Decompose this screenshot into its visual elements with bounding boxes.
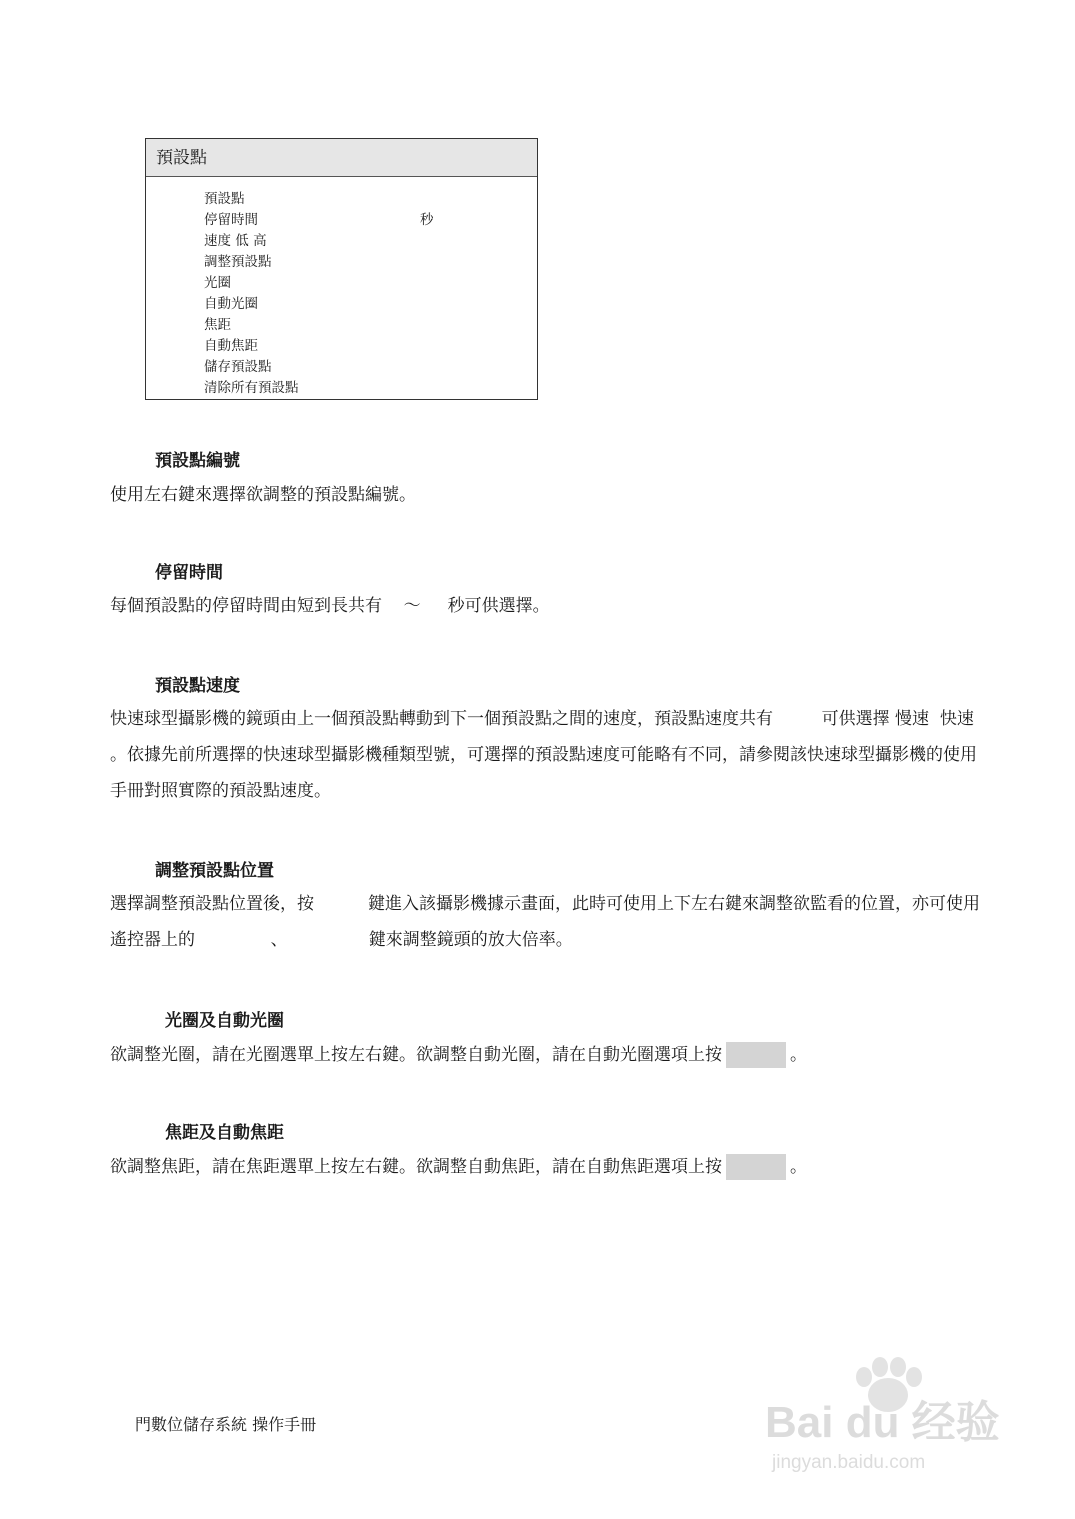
section-body-preset-number: 使用左右鍵來選擇欲調整的預設點編號。 [110,485,416,505]
watermark-brand: Bai du 经验 [765,1398,1000,1447]
menu-item-dwell-time[interactable]: 停留時間 秒 [204,210,299,231]
section-heading-preset-speed: 預設點速度 [155,676,240,696]
page-footer: 門數位儲存系統 操作手冊 [135,1415,317,1434]
key-placeholder [726,1042,786,1068]
section-body-iris: 欲調整光圈，請在光圈選單上按左右鍵。欲調整自動光圈，請在自動光圈選項上按 。 [110,1037,988,1073]
preset-menu-panel [145,138,538,400]
section-body-preset-speed: 快速球型攝影機的鏡頭由上一個預設點轉動到下一個預設點之間的速度，預設點速度共有 可供選擇 慢速 快速 。依據先前所選擇的快速球型攝影機種類型號，可選擇的預設點速度可能略有不同，請參閱該快速球型攝影機的使用手冊對照實際的預設點速度。 [110,709,980,801]
key-placeholder [726,1154,786,1180]
menu-item-adjust-preset[interactable]: 調整預設點 [204,254,272,270]
section-body-adjust-position: 選擇調整預設點位置後，按 鍵進入該攝影機據示畫面，此時可使用上下左右鍵來調整欲監看的位置，亦可使用遙控器上的 、 鍵來調整鏡頭的放大倍率。 [110,894,981,950]
section-heading-preset-number: 預設點編號 [155,451,240,471]
panel-title: 預設點 [146,139,537,177]
section-body-dwell-time: 每個預設點的停留時間由短到長共有 ～ 秒可供選擇。 [110,596,550,616]
menu-item-auto-iris[interactable]: 自動光圈 [204,296,258,312]
preset-menu-list [204,189,434,399]
menu-item-speed[interactable]: 速度 低 高 [204,233,267,249]
section-heading-dwell-time: 停留時間 [155,563,223,583]
section-heading-focus: 焦距及自動焦距 [165,1123,284,1143]
menu-item-auto-focus[interactable]: 自動焦距 [204,338,258,354]
menu-item-save-preset[interactable]: 儲存預設點 [204,359,272,375]
watermark-url: jingyan.baidu.com [772,1452,926,1473]
menu-item-clear-presets[interactable]: 清除所有預設點 [204,380,299,396]
section-heading-adjust-position: 調整預設點位置 [155,861,274,881]
menu-item-iris[interactable]: 光圈 [204,275,231,291]
menu-item-preset[interactable]: 預設點 [204,191,245,207]
section-heading-iris: 光圈及自動光圈 [165,1011,284,1031]
menu-item-focus[interactable]: 焦距 [204,317,231,333]
section-body-focus: 欲調整焦距，請在焦距選單上按左右鍵。欲調整自動焦距，請在自動焦距選項上按 。 [110,1149,988,1185]
baidu-jingyan-watermark [760,1355,1020,1480]
dwell-unit: 秒 [420,212,434,228]
